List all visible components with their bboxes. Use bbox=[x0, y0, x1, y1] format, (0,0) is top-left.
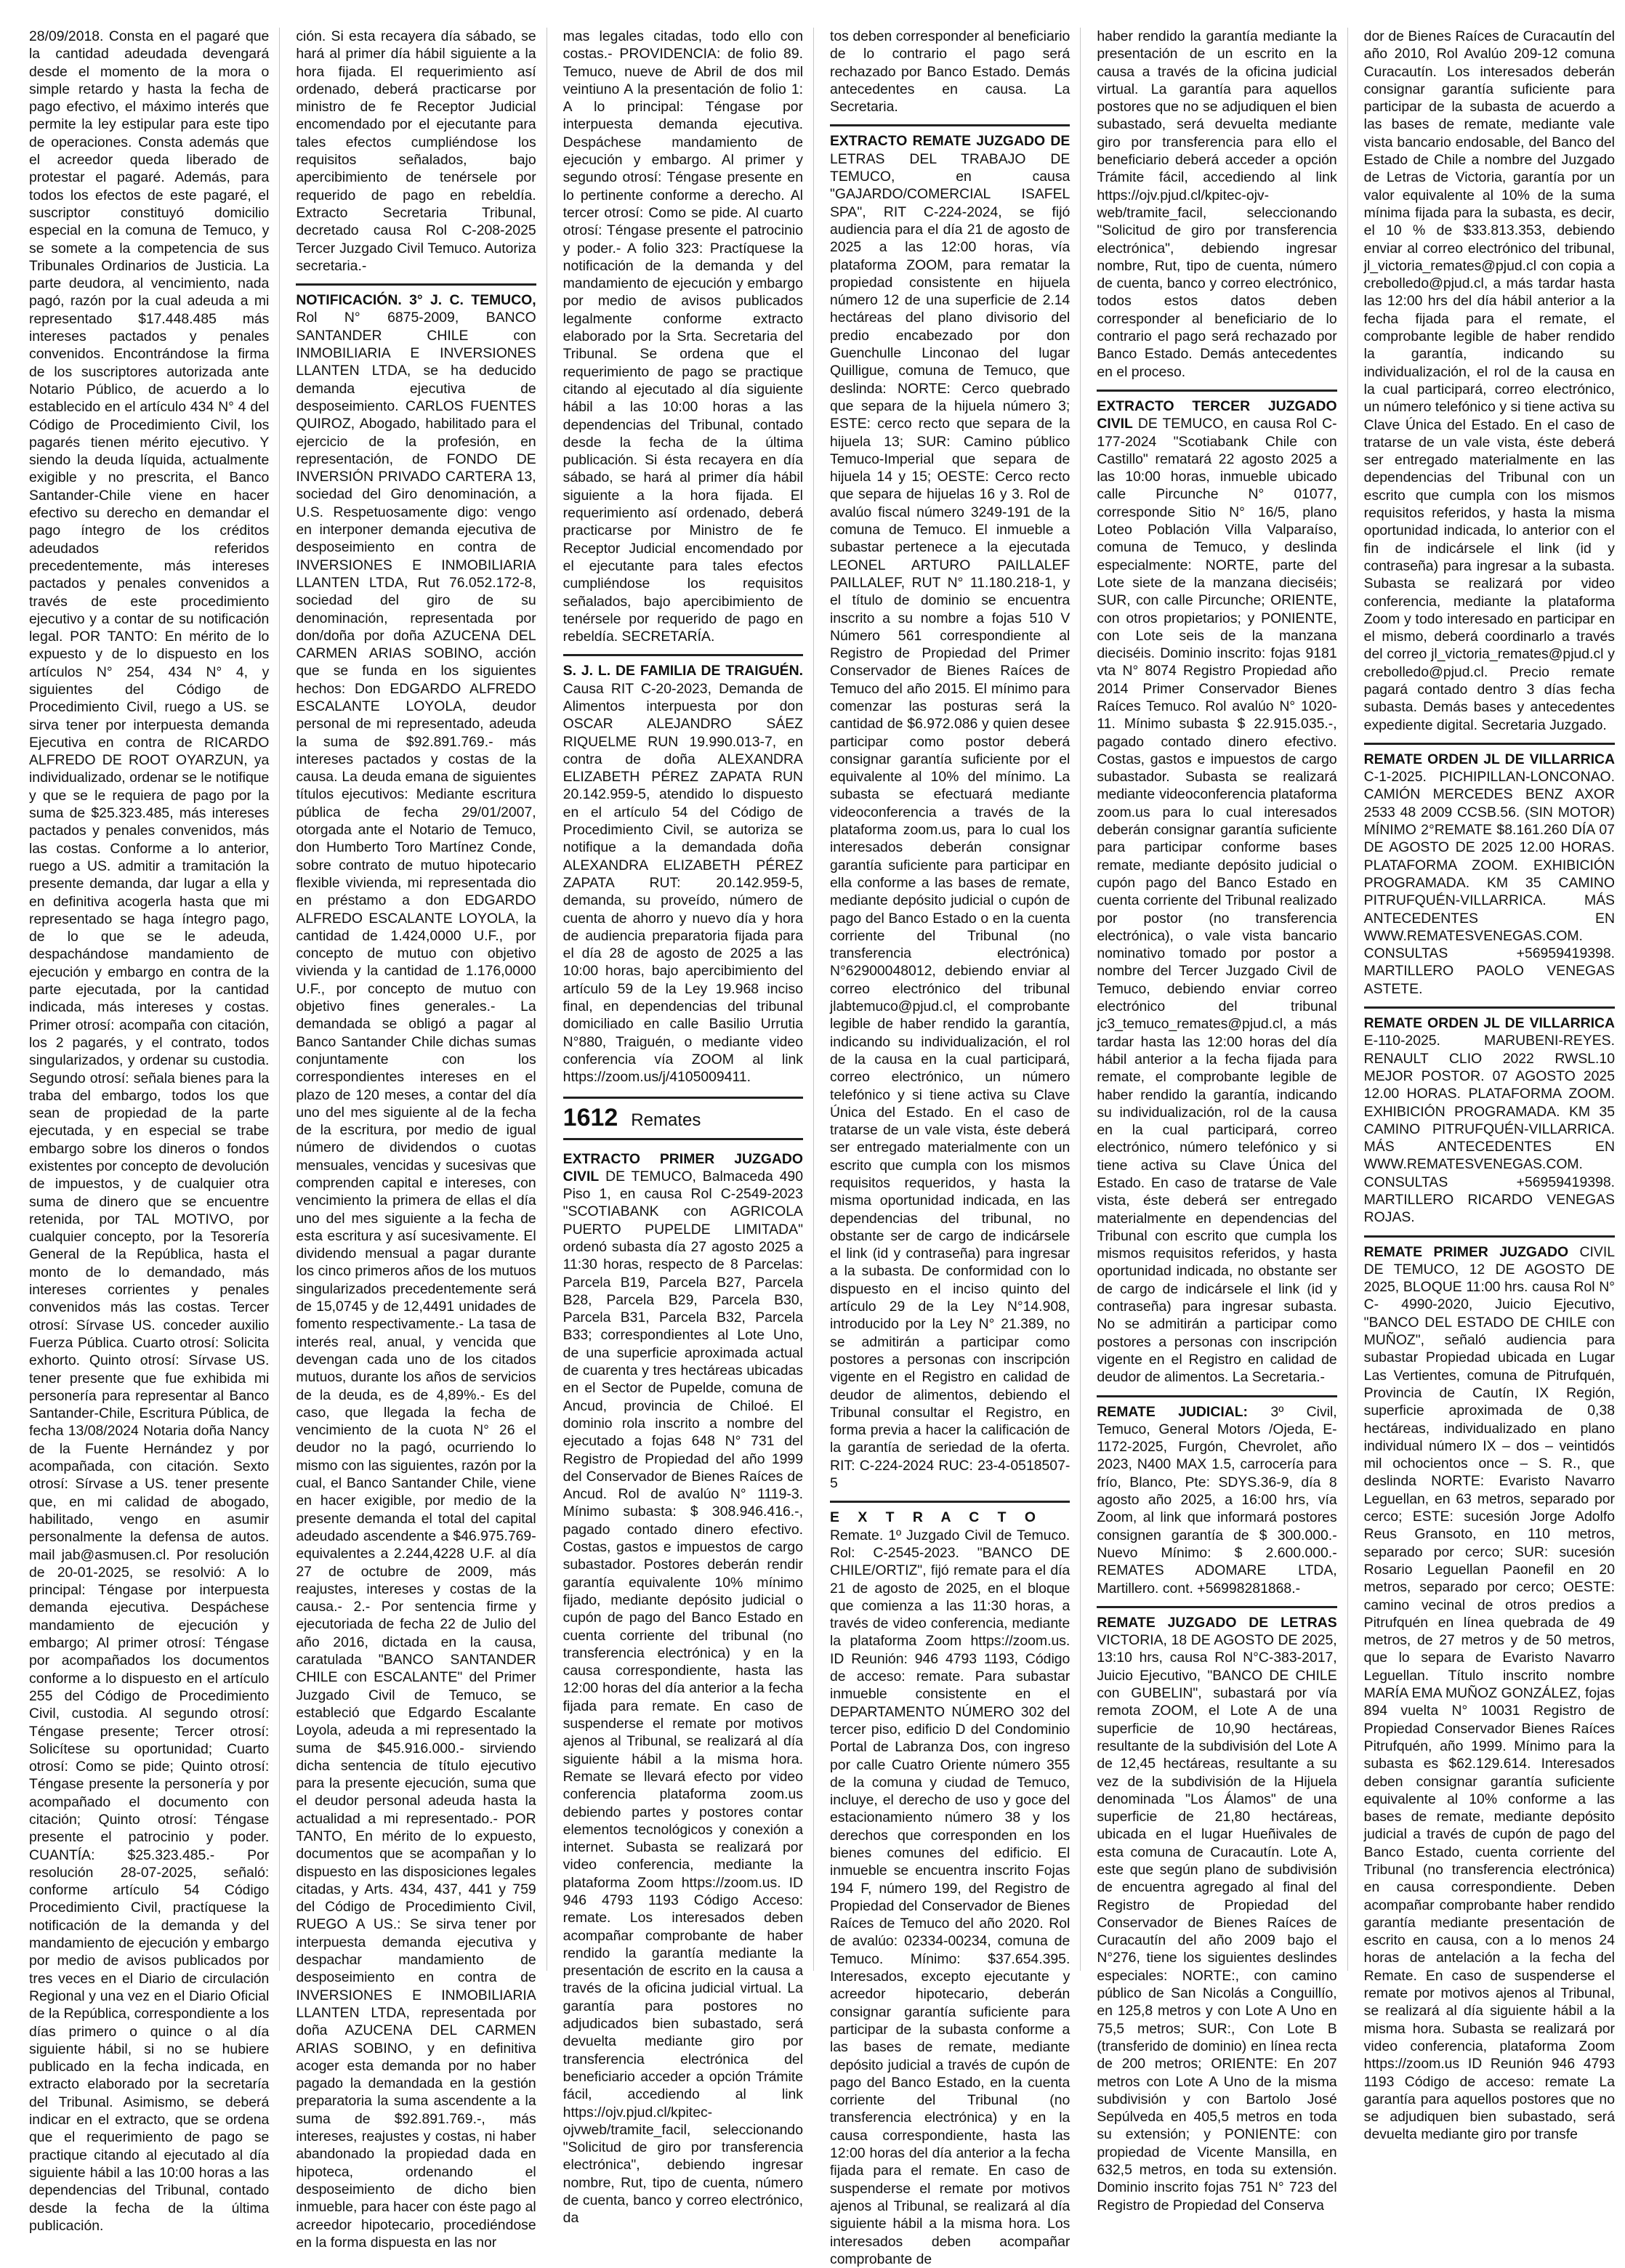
notice-heading: REMATE ORDEN JL DE VILLARRICA bbox=[1363, 1015, 1615, 1032]
legal-notice bbox=[830, 1501, 1070, 2268]
section-header bbox=[563, 1097, 803, 1140]
legal-notice bbox=[830, 28, 1070, 116]
column-1 bbox=[29, 28, 280, 2234]
notice-body: tos deben corresponder al beneficiario de lo contrario el pago será rechazado por Banco Estado. Demás antecedentes en causa. La Secretaria. bbox=[830, 28, 1070, 116]
notice-body: E-110-2025. MARUBENI-REYES. RENAULT CLIO 2022 RWSL.10 MEJOR POSTOR. 07 AGOSTO 2025 12.00 HORAS. PLATAFORMA ZOOM. EXHIBICIÓN PROGRAMADA. KM 35 CAMINO PITRUFQUÉN-VILLARRICA. MÁS ANTECEDENTES EN WWW.REMATESVENEGAS.COM. CONSULTAS +56959419398. MARTILLERO RICARDO VENEGAS ROJAS. bbox=[1363, 1033, 1615, 1226]
column-4 bbox=[830, 28, 1081, 2267]
notice-body: 3º Civil, Temuco, General Motors /Ojeda, E- 1172-2025, Furgón, Chevrolet, año 2023, N400 MAX 1.5, carrocería para frío, Blanco, Pte: SDYS.36-9, día 8 agosto año 2025, a 16:00 hrs, vía Zoom, al link que informará postores consignen garantía de $ 300.000.- Nuevo Mínimo: $ 2.600.000.- REMATES ADOMARE LTDA, Martillero. cont. +56998281868.- bbox=[1097, 1403, 1337, 1597]
notice-body: C-1-2025. PICHIPILLAN-LONCONAO. CAMIÓN MERCEDES BENZ AXOR 2533 48 2009 CCSB.56. (SIN MOTOR) MÍNIMO 2°REMATE $8.161.260 DÍA 07 DE AGOSTO DE 2025 12.00 HORAS. PLATAFORMA ZOOM. EXHIBICIÓN PROGRAMADA. KM 35 CAMINO PITRUFQUÉN-VILLARRICA. MÁS ANTECEDENTES EN WWW.REMATESVENEGAS.COM. CONSULTAS +56959419398. MARTILLERO PAOLO VENEGAS ASTETE. bbox=[1363, 769, 1615, 997]
notice-body: Remate. 1º Juzgado Civil de Temuco. Rol: C-2545-2023. "BANCO DE CHILE/ORTIZ", fijó remate para el día 21 de agosto de 2025, en el bloque que comienza a las 11:30 horas, a través de video conferencia, mediante la plataforma Zoom https://zoom.us. ID Reunión: 946 4793 1193, Código de acceso: remate. Para subastar inmueble consistente en el DEPARTAMENTO NÚMERO 302 del tercer piso, edificio D del Condominio Portal de Labranza Dos, con ingreso por calle Cuatro Oriente número 355 de la comuna y ciudad de Temuco, incluye, el derecho de uso y goce del estacionamiento número 38 y los derechos que corresponden en los bienes comunes del edificio. El inmueble se encuentra inscrito Fojas 194 F, número 199, del Registro de Propiedad del Conservador de Bienes Raíces de Temuco del año 2020. Rol de avalúo: 02334-00234, comuna de Temuco. Mínimo: $37.654.395. Interesados, excepto ejecutante y acreedor hipotecario, deberán consignar garantía suficiente para participar de la subasta conforme a las bases de remate, mediante depósito judicial a través de cupón de pago del Banco Estado, en la cuenta corriente del Tribunal (no transferencia electrónica) y en la causa correspondiente, hasta las 12:00 horas del día anterior a la fecha fijada para el remate. En caso de suspenderse el remate por motivos ajenos al Tribunal, se realizará al día siguiente hábil a la misma hora. Los interesados deben acompañar comprobante de bbox=[830, 1527, 1070, 2267]
legal-notice bbox=[296, 28, 536, 275]
column-6 bbox=[1363, 28, 1615, 2143]
legal-notice bbox=[830, 124, 1070, 1492]
notice-heading: REMATE JUDICIAL: bbox=[1097, 1403, 1249, 1420]
notice-heading: EXTRACTO PRIMER JUZGADO CIVIL bbox=[562, 1150, 803, 1185]
notice-heading: REMATE JUZGADO DE LETRAS bbox=[1097, 1614, 1337, 1631]
notice-body: haber rendido la garantía mediante la presentación de un escrito en la causa a través de la oficina judicial virtual. La garantía para aquellos postores que no se adjudiquen el bien subastado, será devuelta mediante giro por transferencia para ello el beneficiario deberá acceder a opción Trámite fácil, accediendo al link https://ojv.pjud.cl/kpitec-ojv-web/tramite_facil, seleccionando "Solicitud de giro por transferencia electrónica", debiendo ingresar nombre, Rut, tipo de cuenta, número de cuenta, banco y correo electrónico, todos estos datos deben corresponder al beneficiario de lo contrario el pago será rechazado por Banco Estado. Demás antecedentes en el proceso. bbox=[1097, 28, 1337, 380]
notice-heading: REMATE ORDEN JL DE VILLARRICA bbox=[1363, 751, 1615, 767]
notice-body: Causa RIT C-20-2023, Demanda de Alimentos interpuesta por don OSCAR ALEJANDRO SÁEZ RIQUELME RUN 19.990.013-7, en contra de doña ALEXANDRA ELIZABETH PÉREZ ZAPATA RUN 20.142.959-5, atendido lo dispuesto en el artículo 54 del Código de Procedimiento Civil, se autoriza se notifique a la demandada doña ALEXANDRA ELIZABETH PÉREZ ZAPATA RUT: 20.142.959-5, demanda, su proveído, número de cuenta de ahorro y nuevo día y hora de audiencia preparatoria fijada para el día 28 de agosto de 2025 a las 10:00 horas, bajo apercibimiento del artículo 59 de la Ley 19.968 inciso final, en dependencias del tribunal domiciliado en calle Basilio Urrutia N°880, Traiguén, o mediante video conferencia vía ZOOM al link https://zoom.us/j/4105009411. bbox=[562, 680, 803, 1086]
notice-text bbox=[1364, 1014, 1615, 1227]
notice-text bbox=[1364, 751, 1615, 998]
notice-text bbox=[1097, 397, 1336, 1387]
column-3 bbox=[562, 28, 814, 2227]
legal-notice bbox=[29, 28, 269, 2235]
column-2 bbox=[296, 28, 547, 2251]
notice-heading: EXTRACTO TERCER JUZGADO CIVIL bbox=[1097, 397, 1337, 432]
section-name: Remates bbox=[631, 1110, 701, 1130]
notice-text bbox=[1364, 1243, 1615, 2144]
legal-notice bbox=[1097, 28, 1336, 381]
notice-text bbox=[563, 1150, 803, 2227]
notice-heading: S. J. L. DE FAMILIA DE TRAIGUÉN. bbox=[562, 663, 803, 679]
notice-heading: EXTRACTO REMATE JUZGADO DE bbox=[830, 133, 1070, 150]
notice-heading: NOTIFICACIÓN. 3° J. C. TEMUCO, bbox=[296, 292, 536, 309]
notice-heading-line bbox=[830, 1509, 1070, 1526]
notice-body: VICTORIA, 18 DE AGOSTO DE 2025, 13:10 hrs, causa Rol N°C-383-2017, Juicio Ejecutivo, "BANCO DE CHILE con GUBELIN", subastará por vía remota ZOOM, el Lote A de una superficie de 10,90 hectáreas, resultante de la subdivisión del Lote A de 12,45 hectáreas, resultante a su vez de la subdivisión de la Hijuela denominada "Los Álamos" de una superficie de 21,80 hectáreas, ubicada en el lugar Hueñivales de esta comuna de Curacautín. Lote A, este que según plano de subdivisión de encuentra agregado al final del Registro de Propiedad del Conservador de Bienes Raíces de Curacautín del año 2009 bajo el N°276, tiene los siguientes deslindes especiales: NORTE:, con camino público de San Nicolás a Conguillío, en 125,8 metros y con Lote A Uno en 75,5 metros; SUR:, Con Lote B (transferido de dominio) en línea recta de 200 metros; ORIENTE: En 207 metros con Lote A Uno de la misma subdivisión y con Bartolo José Sepúlveda en 405,5 metros en toda su extensión; y PONIENTE: con propiedad de Vicente Mansilla, en 632,5 metros, en toda su extensión. Dominio inscrito fojas 751 N° 723 del Registro de Propiedad del Conserva bbox=[1097, 1632, 1337, 2213]
legal-notice bbox=[563, 28, 803, 645]
notice-heading: E X T R A C T O bbox=[830, 1509, 1043, 1526]
legal-notice bbox=[1364, 1006, 1615, 1227]
legal-notice bbox=[1097, 390, 1336, 1387]
notice-text bbox=[830, 132, 1070, 1492]
section-number: 1612 bbox=[562, 1103, 618, 1131]
notice-body: Rol N° 6875-2009, BANCO SANTANDER CHILE con INMOBILIARIA E INVERSIONES LLANTEN LTDA, se ha deducido demanda ejecutiva de desposeimiento. CARLOS FUENTES QUIROZ, Abogado, habilitado para el ejercicio de la profesión, en representación, de FONDO DE INVERSIÓN PRIVADO CARTERA 13, sociedad del Giro denominación, a U.S. Respetuosamente digo: vengo en interponer demanda ejecutiva de desposeimiento en contra de INVERSIONES E INMOBILIARIA LLANTEN LTDA, Rut 76.052.172-8, sociedad del giro de su denominación, representada por don/doña por doña AZUCENA DEL CARMEN ARIAS SOBINO, acción que se funda en los siguientes hechos: Don EDGARDO ALFREDO ESCALANTE LOYOLA, deudor personal de mi representado, adeuda la suma de $92.891.769.- más intereses pactados y costas de la causa. La deuda emana de siguientes títulos ejecutivos: Mediante escritura pública de fecha 29/01/2007, otorgada ante el Notario de Temuco, don Humberto Toro Martínez Conde, sobre contrato de mutuo hipotecario flexible vivienda, mi representada dio en préstamo a don EDGARDO ALFREDO ESCALANTE LOYOLA, la cantidad de 1.424,0000 U.F., por concepto de mutuo con objetivo vivienda y la cantidad de 1.176,0000 U.F., por concepto de mutuo con objetivo fines generales.- La demandada se obligó a pagar al Banco Santander Chile dichas sumas conjuntamente con los correspondientes intereses en el plazo de 120 meses, a contar del día uno del mes siguiente al de la fecha de la escritura, por medio de igual número de dividendos o cuotas mensuales, vencidas y sucesivas que comprenden capital e intereses, con vencimiento la primera de ellas el día uno del mes siguiente a la fecha de esta escritura y así sucesivamente. El dividendo mensual a pagar durante los cinco primeros años de los mutuos singularizados precedentemente será de 15,0745 y de 12,4491 unidades de fomento respectivamente.- La tasa de interés real, anual, y vencida que devengan cada uno de los citados mutuos, durante los años de servicios de la deuda, es de 4,89%.- Es del caso, que llegada la fecha de vencimiento de la cuota N° 26 el deudor no la pagó, ocurriendo lo mismo con las siguientes, razón por la cual, el Banco Santander Chile, viene en hacer exigible, por medio de la presente demanda el total del capital adeudado ascendente a $46.975.769- equivalentes a 2.244,4228 U.F. al día 27 de octubre de 2009, más reajustes, intereses y costas de la causa.- 2.- Por sentencia firme y ejecutoriada de fecha 22 de Julio del año 2016, dictada en la causa, caratulada "BANCO SANTANDER CHILE con ESCALANTE" del Primer Juzgado Civil de Temuco, se estableció que Edgardo Escalante Loyola, adeuda a mi representado la suma de $45.916.000.- sirviendo dicha sentencia de título ejecutivo para la presente ejecución, suma que el deudor personal adeuda hasta la actualidad a mi representado.- POR TANTO, En mérito de lo expuesto, documentos que se acompañan y lo dispuesto en las disposiciones legales citadas, y Arts. 434, 437, 441 y 759 del Código de Procedimiento Civil, RUEGO A US.: Se sirva tener por interpuesta demanda ejecutiva y despachar mandamiento de desposeimiento en contra de INVERSIONES E INMOBILIARIA LLANTEN LTDA, representada por doña AZUCENA DEL CARMEN ARIAS SOBINO, y en definitiva acoger esta demanda por no haber pagado la demandada en la gestión preparatoria la suma ascendente a la suma de $92.891.769.-, más intereses, reajustes y costas, ni haber abandonado la propiedad dada en hipoteca, ordenando el desposeimiento de dicho bien inmueble, para hacer con éste pago al acreedor hipotecario, procediéndose en la forma dispuesta en las nor bbox=[296, 310, 536, 2251]
notice-text bbox=[296, 291, 536, 2251]
column-5 bbox=[1097, 28, 1347, 2213]
notice-heading: REMATE PRIMER JUZGADO bbox=[1363, 1243, 1569, 1260]
legal-notice bbox=[563, 654, 803, 1086]
notice-body: LETRAS DEL TRABAJO DE TEMUCO, en causa "GAJARDO/COMERCIAL ISAFEL SPA", RIT C-224-2024, se fijó audiencia para el día 21 de agosto de 2025 a las 12:00 horas, vía plataforma ZOOM, para rematar la propiedad consistente en hijuela número 12 de una superficie de 2.14 hectáreas del plano divisorio del predio encabezado por don Guenchulle Linconao del lugar Quilligue, comuna de Temuco, que deslinda: NORTE: Cerco quebrado que separa de la hijuela número 3; ESTE: cerco recto que separa de la hijuela 13; SUR: Camino público Temuco-Imperial que separa de hijuela 14 y 15; OESTE: Cerco recto que separa de hijuelas 16 y 3. Rol de avalúo fiscal número 3249-191 de la comuna de Temuco. El inmueble a subastar pertenece a la ejecutada LEONEL ARTURO PAILLALEF PAILLALEF, RUT N° 11.180.218-1, y el título de dominio se encuentra inscrito a su nombre a fojas 510 V Número 561 correspondiente al Registro de Propiedad del Primer Conservador de Bienes Raíces de Temuco del año 2015. El mínimo para comenzar las posturas será la cantidad de $6.972.086 y quien desee participar como postor deberá consignar garantía suficiente por el equivalente al 10% del mínimo. La subasta se efectuará mediante videoconferencia a través de la plataforma zoom.us, para lo cual los interesados deberán consignar garantía suficiente para participar en ella conforme a las bases de remate, mediante depósito judicial o cupón de pago del Banco Estado o en la cuenta corriente del Tribunal (no transferencia electrónica) N°62900048012, debiendo enviar al correo electrónico del tribunal jlabtemuco@pjud.cl, el comprobante legible de haber rendido la garantía, indicando su individualización, el rol de la causa en la cual participará, correo electrónico, un número telefónico y si tiene activa su Clave Única del Estado. En el caso de tratarse de un vale vista, éste deberá ser entregado materialmente con un escrito que cumpla con los mismos requisitos requeridos, y hasta la misma oportunidad indicada, en las dependencias del tribunal, no obstante ser de cargo de indicársele el link (id y contraseña) para ingresar a la subasta. De conformidad con lo dispuesto en el inciso quinto del artículo 29 de la Ley N°14.908, introducido por la Ley N° 21.389, no se admitirán a participar como postores a personas con inscripción vigente en el Registro en calidad de deudor de alimentos, debiendo el Tribunal consultar el Registro, en forma previa a hacer la calificación de la garantía de seriedad de la oferta. RIT: C-224-2024 RUC: 23-4-0518507-5 bbox=[830, 150, 1070, 1492]
notice-text bbox=[1097, 1403, 1336, 1597]
notice-body: 28/09/2018. Consta en el pagaré que la cantidad adeudada devengará desde el momento de la mora o simple retardo y hasta la fecha de pago efectivo, el máximo interés que permite la ley estipular para este tipo de operaciones. Consta además que el acreedor queda liberado de protestar el pagaré. Además, para todos los efectos de este pagaré, el suscriptor constituyó domicilio especial en la comuna de Temuco, y se somete a la competencia de sus Tribunales Ordinarios de Justicia. La parte deudora, al vencimiento, nada pagó, razón por la cual adeuda a mi representado $17.448.485 más intereses pactados y penales convenidos. Encontrándose la firma de los suscriptores autorizada ante Notario Público, de acuerdo a lo establecido en el artículo 434 N° 4 del Código de Procedimiento Civil, los pagarés tienen mérito ejecutivo. Y siendo la deuda líquida, actualmente exigible y no prescrita, el Banco Santander-Chile viene en hacer efectivo su derecho en demandar el pago íntegro de los créditos adeudados referidos precedentemente, más intereses pactados y penales convenidos a través de este procedimiento ejecutivo y a contar de su notificación legal. POR TANTO: En mérito de lo expuesto y de lo dispuesto en los artículos N° 254, 434 N° 4, y siguientes del Código de Procedimiento Civil, ruego a US. se sirva tener por interpuesta demanda Ejecutiva en contra de RICARDO ALFREDO DE ROOT OYARZUN, ya individualizado, ordenar se le notifique y que se le requiera de pago por la suma de $25.323.485, más intereses pactados y penales convenidos, más las costas. Conforme a lo anterior, ruego a US. admitir a tramitación la presente demanda, dar lugar a ella y en definitiva acogerla hasta que mi representado se haga íntegro pago, de lo que se le adeuda, despachándose mandamiento de ejecución y embargo en contra de la parte ejecutada, por la cantidad indicada, más intereses y costas. Primer otrosí: acompaña con citación, los 2 pagarés, y el contrato, todos singularizados, y ordenar su custodia. Segundo otrosí: señala bienes para la traba del embargo, todos los que sean de propiedad de la parte ejecutada, y en especial se trabe embargo sobre los dineros o fondos existentes por concepto de devolución de impuestos, y de cualquier otra suma de dinero que se encuentre retenida, por TAL MOTIVO, por cualquier concepto, por la Tesorería General de la República, hasta el monto de lo demandado, más intereses corrientes y penales convenidos más las costas. Tercer otrosí: Sírvase US. conceder auxilio Fuerza Pública. Cuarto otrosí: Solicita exhorto. Quinto otrosí: Sírvase US. tener presente que fue exhibida mi personería para representar al Banco Santander-Chile, Escritura Pública, de fecha 13/08/2024 Notaria doña Nancy de la Fuente Hernández y por acompañada, con citación. Sexto otrosí: Sírvase a US. tener presente que, en mi calidad de abogado, habilitado, vengo en asumir personalmente la defensa de autos. mail jab@asmusen.cl. Por resolución de 20-01-2025, se resolvió: A lo principal: Téngase por interpuesta demanda ejecutiva. Despáchese mandamiento de ejecución y embargo; Al primer otrosí: Téngase por acompañados los documentos conforme a lo dispuesto en el artículo 255 del Código de Procedimiento Civil, custodia. Al segundo otrosí: Téngase presente; Tercer otrosí: Solicítese su oportunidad; Cuarto otrosí: Como se pide; Quinto otrosí: Téngase presente la personería y por acompañado el documento con citación; Quinto otrosí: Téngase presente el patrocinio y poder. CUANTÍA: $25.323.485.- Por resolución 28-07-2025, señaló: conforme artículo 54 Código Procedimiento Civil, practíquese la notificación de la demanda y del mandamiento de ejecución y embargo por medio de avisos publicados por tres veces en el Diario de circulación Regional y una vez en el Diario Oficial de la República, correspondiente a los días primero o quince o al día siguiente hábil, si no se hubiere publicado en la fecha indicada, en extracto elaborado por la secretaría del Tribunal. Asimismo, se deberá indicar en el extracto, que se ordena que el requerimiento de pago se practique citando al ejecutado al día siguiente hábil a las 10:00 horas a las dependencias del Tribunal, contado desde la fecha de la última publicación. bbox=[29, 28, 270, 2234]
legal-notice bbox=[563, 1150, 803, 2227]
notice-body: dor de Bienes Raíces de Curacautín del año 2010, Rol Avalúo 209-12 comuna Curacautín. Los interesados deberán consignar garantía suficiente para participar de la subasta de acuerdo a las bases de remate, mediante vale vista bancario endosable, del Banco del Estado de Chile a nombre del Juzgado de Letras de Victoria, garantía por un valor equivalente al 10% de la suma mínima fijada para la subasta, es decir, el 10 % de $33.813.353, debiendo enviar al correo electrónico del tribunal, jl_victoria_remates@pjud.cl con copia a crebolledo@pjud.cl, a más tardar hasta las 12:00 hrs del día hábil anterior a la fecha fijada para el remate, el comprobante legible de haber rendido la garantía, indicando su individualización, el rol de la causa en la cual participará, correo electrónico, un número telefónico y si tiene activa su Clave Única del Estado. En el caso de tratarse de un vale vista, éste deberá ser entregado materialmente en las dependencias del Tribunal con un escrito que cumpla con los mismos requisitos referidos, y hasta la misma oportunidad indicada, lo anterior con el fin de indicársele el link (id y contraseña) para ingresar a la subasta. Subasta se realizará por video conferencia, mediante la plataforma Zoom y todo interesado en participar en el mismo, deberá coordinarlo a través del correo jl_victoria_remates@pjud.cl y crebolledo@pjud.cl. Precio remate pagará contado dentro 3 días fecha subasta. Demás bases y antecedentes expediente digital. Secretaria Juzgado. bbox=[1363, 28, 1615, 733]
notice-body: CIVIL DE TEMUCO, 12 DE AGOSTO DE 2025, BLOQUE 11:00 hrs. causa Rol N° C- 4990-2020, Juicio Ejecutivo, "BANCO DEL ESTADO DE CHILE con MUÑOZ", señaló audiencia para subastar Propiedad ubicada en Lugar Las Vertientes, comuna de Pitrufquén, Provincia de Cautín, IX Región, superficie aproximada de 0,38 hectáreas, individualizado en plano individual número IX – dos – veintidós mil ochocientos once – S. R., que deslinda NORTE: Evaristo Navarro Leguellan, en 63 metros, separado por cerco; ESTE: sucesión Jorge Adolfo Reus Gransoto, en 110 metros, separado por cerco; SUR: sucesión Rosario Leguellan Paonefil en 20 metros, separado por cerco; OESTE: camino vecinal de otros predios a Pitrufquén en línea quebrada de 49 metros, de 27 metros y de 50 metros, que lo separa de Evaristo Navarro Leguellan. Título inscrito nombre MARÍA EMA MUÑOZ GONZÁLEZ, fojas 894 vuelta N° 10031 Registro de Propiedad Conservador Bienes Raíces Pitrufquén, año 1999. Mínimo para la subasta es $62.129.614. Interesados deben consignar garantía suficiente equivalente al 10% conforme a las bases de remate, mediante depósito judicial a través de cupón de pago del Banco Estado, cuenta corriente del Tribunal (no transferencia electrónica) en causa correspondiente. Deben acompañar comprobante haber rendido garantía mediante presentación de escrito en causa, con a lo menos 24 horas de antelación a la fecha del Remate. En caso de suspenderse el remate por motivos ajenos al Tribunal, se realizará al día siguiente hábil a la misma hora. Subasta se realizará por video conferencia, plataforma Zoom https://zoom.us ID Reunión 946 4793 1193 Código de acceso: remate La garantía para aquellos postores que no se adjudiquen bien subastado, será devuelta mediante giro por transfe bbox=[1363, 1243, 1615, 2143]
notice-body: DE TEMUCO, Balmaceda 490 Piso 1, en causa Rol C-2549-2023 "SCOTIABANK con AGRICOLA PUERTO PUPELDE LIMITADA" ordenó subasta día 27 agosto 2025 a 11:30 horas, respecto de 8 Parcelas: Parcela B19, Parcela B27, Parcela B28, Parcela B29, Parcela B30, Parcela B31, Parcela B32, Parcela B33; correspondientes al Lote Uno, de una superficie aproximada actual de cuarenta y tres hectáreas ubicadas en el Sector de Pupelde, comuna de Ancud, provincia de Chiloé. El dominio rola inscrito a nombre del ejecutado a fojas 648 N° 731 del Registro de Propiedad del año 1999 del Conservador de Bienes Raíces de Ancud. Rol de avalúo N° 1119-3. Mínimo subasta: $ 308.946.416.-, pagado contado dinero efectivo. Costas, gastos e impuestos de cargo subastador. Postores deberán rendir garantía equivalente 10% mínimo fijado, mediante depósito judicial o cupón de pago del Banco Estado en cuenta corriente del tribunal (no transferencia electrónica) y en la causa correspondiente, hasta las 12:00 horas del día anterior a la fecha fijada para remate. En caso de suspenderse el remate por motivos ajenos al Tribunal, se realizará al día siguiente hábil a la misma hora. Remate se llevará efecto por video conferencia plataforma zoom.us debiendo partes y postores contar elementos tecnológicos y conexión a internet. Subasta se realizará por video conferencia, mediante la plataforma Zoom https://zoom.us. ID 946 4793 1193 Código Acceso: remate. Los interesados deben acompañar comprobante de haber rendido la garantía mediante la presentación de escrito en la causa a través de la oficina judicial virtual. La garantía para postores no adjudicados bien subastado, será devuelta mediante giro por transferencia electrónica del beneficiario acceder a opción Trámite fácil, accediendo al link https://ojv.pjud.cl/kpitec-ojvweb/tramite_facil, seleccionando "Solicitud de giro por transferencia electrónica", debiendo ingresar nombre, Rut, tipo de cuenta, número de cuenta, banco y correo electrónico, da bbox=[562, 1168, 803, 2227]
legal-notice bbox=[1097, 1395, 1336, 1597]
legal-notice bbox=[296, 283, 536, 2251]
notice-text bbox=[563, 662, 803, 1086]
notice-body: DE TEMUCO, en causa Rol C-177-2024 "Scotiabank Chile con Castillo" rematará 22 agosto 2025 a las 10:00 horas, inmueble ubicado calle Pircunche N° 01077, corresponde Sitio N° 16/5, plano Loteo Población Villa Valparaíso, comuna de Temuco, y deslinda especialmente: NORTE, parte del Lote siete de la manzana dieciséis; SUR, con calle Pircunche; ORIENTE, con otros propietarios; y PONIENTE, con Lote seis de la manzana dieciséis. Dominio inscrito: fojas 9181 vta N° 8074 Registro Propiedad año 2014 Primer Conservador Bienes Raíces Temuco. Rol avalúo N° 1020-11. Mínimo subasta $ 22.915.035.-, pagado contado dinero efectivo. Costas, gastos e impuestos de cargo subastador. Subasta se realizará mediante videoconferencia plataforma zoom.us para lo cual interesados deberán consignar garantía suficiente para participar conforme bases remate, mediante depósito judicial o cupón pago del Banco Estado en cuenta corriente del Tribunal realizado por postor (no transferencia electrónica), o vale vista bancario nominativo tomado por postor a nombre del Tercer Juzgado Civil de Temuco, debiendo enviar correo electrónico del tribunal jc3_temuco_remates@pjud.cl, a más tardar hasta las 12:00 horas del día hábil anterior a la fecha fijada para remate, el comprobante legible de haber rendido la garantía, indicando su individualización, rol de la causa en la cual participará, correo electrónico, número telefónico y si tiene activa su Clave Única del Estado. En caso de tratarse de Vale vista, éste deberá ser entregado materialmente en dependencias del Tribunal con escrito que cumpla los mismos requisitos referidos, y hasta oportunidad indicada, no obstante ser de cargo de indicársele el link (id y contraseña) para ingresar subasta. No se admitirán a participar como postores a personas con inscripción vigente en el Registro en calidad de deudor de alimentos. La Secretaria.- bbox=[1097, 416, 1337, 1386]
notice-body: ción. Si esta recayera día sábado, se hará al primer día hábil siguiente a la hora fijada. El requerimiento así ordenado, deberá practicarse por ministro de fe Receptor Judicial encomendado por el ejecutante para tales efectos cumpliéndose los requisitos señalados, bajo apercibimiento de tenérsele por requerido de pago en rebeldía. Extracto Secretaria Tribunal, decretado causa Rol C-208-2025 Tercer Juzgado Civil Temuco. Autoriza secretaria.- bbox=[296, 28, 536, 274]
legal-notice bbox=[1364, 28, 1615, 734]
legal-notice bbox=[1364, 1235, 1615, 2144]
notice-text bbox=[1097, 1614, 1336, 2214]
legal-notice bbox=[1364, 743, 1615, 998]
notice-body: mas legales citadas, todo ello con costas.- PROVIDENCIA: de folio 89. Temuco, nueve de Abril de dos mil veintiuno A la presentación de folio 1: A lo principal: Téngase por interpuesta demanda ejecutiva. Despáchese mandamiento de ejecución y embargo. Al primer y segundo otrosí: Téngase presente en lo pertinente conforme a derecho. Al tercer otrosí: Como se pide. Al cuarto otrosí: Téngase presente el patrocinio y poder.- A folio 323: Practíquese la notificación de la demanda y del mandamiento de ejecución y embargo por medio de avisos publicados legalmente conforme extracto elaborado por la Srta. Secretaria del Tribunal. Se ordena que el requerimiento de pago se practique citando al ejecutado al día siguiente hábil a las 10:00 horas a las dependencias del Tribunal, contado desde la fecha de la última publicación. Si ésta recayera en día sábado, se hará al primer día hábil siguiente a la hora fijada. El requerimiento así ordenado, deberá practicarse por Ministro de fe Receptor Judicial encomendado por el ejecutante para tales efectos cumpliéndose los requisitos señalados, bajo apercibimiento de tenérsele por requerido de pago en rebeldía. SECRETARÍA. bbox=[562, 28, 803, 645]
legal-notice bbox=[1097, 1606, 1336, 2214]
